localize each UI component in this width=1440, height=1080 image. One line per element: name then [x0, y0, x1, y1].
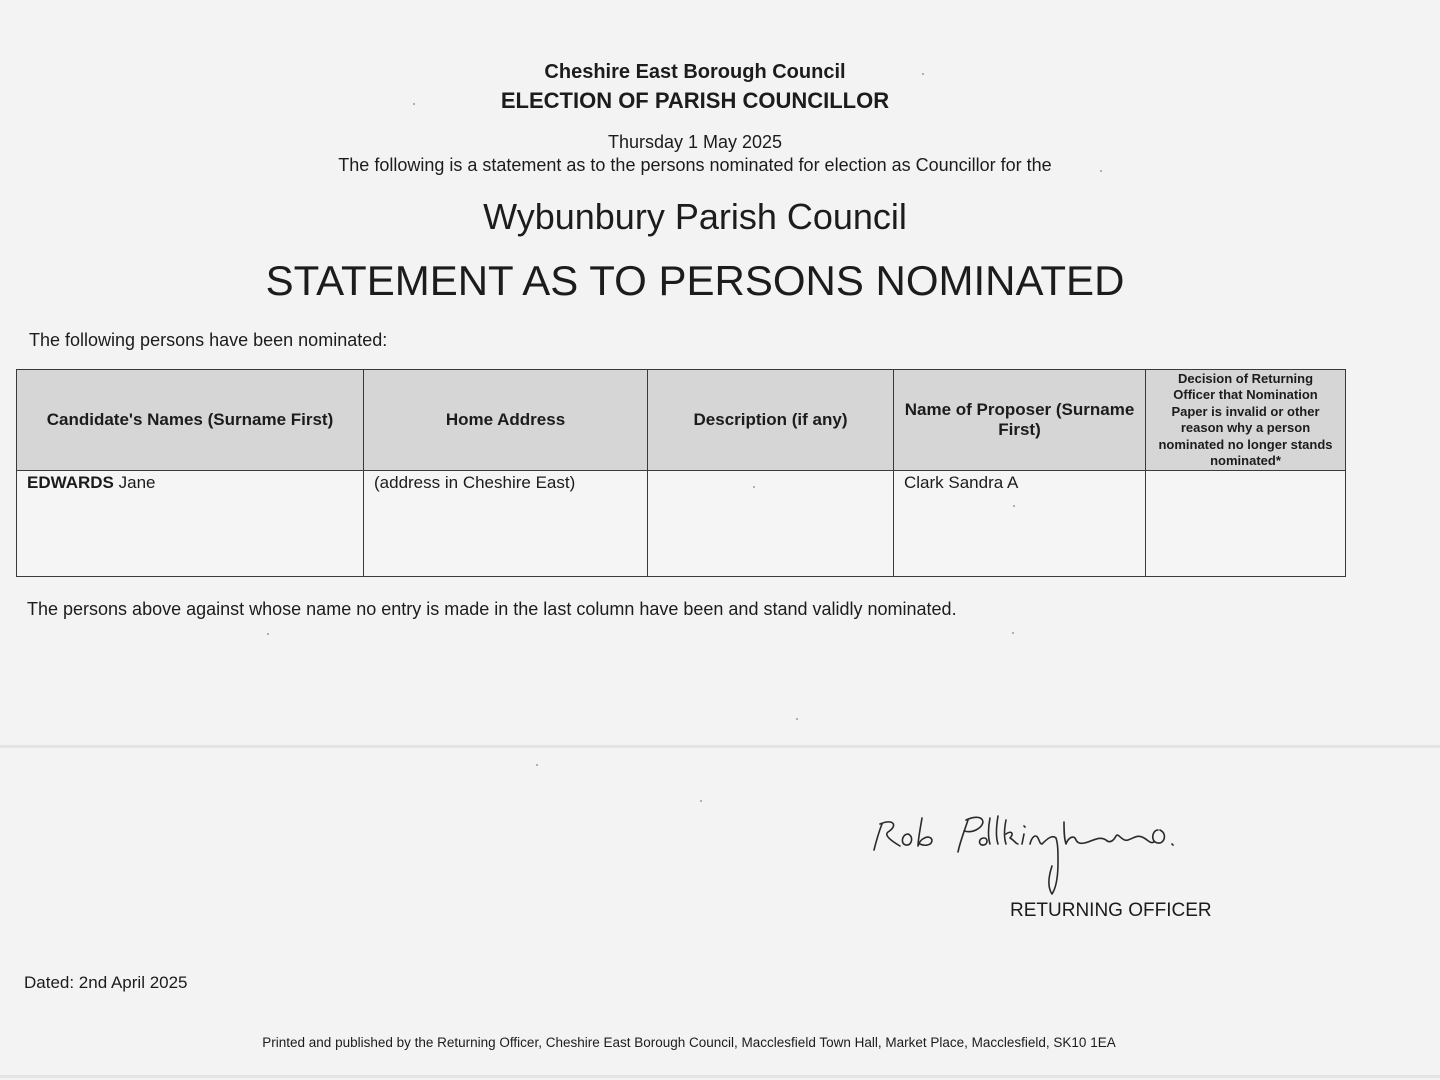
- table-row: [17, 471, 1346, 577]
- dated-line: Dated: 2nd April 2025: [24, 973, 188, 992]
- returning-officer-signature: [860, 800, 1230, 900]
- nominations-table: [16, 369, 1346, 577]
- scan-speck: [796, 718, 798, 720]
- scan-speck: [700, 800, 702, 802]
- description-cell: [648, 471, 894, 577]
- header-address: Home Address: [364, 370, 648, 471]
- validity-note: The persons above against whose name no entry is made in the last column have been and stand validly nominated.: [27, 599, 957, 619]
- returning-officer-label: RETURNING OFFICER: [1010, 900, 1212, 921]
- scan-speck: [413, 103, 415, 105]
- header-candidate: Candidate's Names (Surname First): [17, 370, 364, 471]
- candidate-forename: Jane: [118, 473, 156, 492]
- candidate-surname: EDWARDS: [27, 473, 114, 492]
- scan-speck: [267, 633, 269, 635]
- scan-speck: [922, 73, 924, 75]
- address-cell: (address in Cheshire East): [364, 471, 648, 577]
- proposer-cell: Clark Sandra A: [894, 471, 1146, 577]
- scan-speck: [753, 486, 755, 488]
- statement-title: STATEMENT AS TO PERSONS NOMINATED: [265, 257, 1125, 304]
- nominated-lead-text: The following persons have been nominated:: [29, 330, 388, 350]
- election-date: Thursday 1 May 2025: [607, 132, 783, 152]
- decision-cell: [1146, 471, 1346, 577]
- council-name: Cheshire East Borough Council: [544, 61, 846, 83]
- scan-speck: [1100, 170, 1102, 172]
- scan-speck: [1013, 505, 1015, 507]
- scan-speck: [1012, 632, 1014, 634]
- header-decision: Decision of Returning Officer that Nomination Paper is invalid or other reason why a person nominated no longer stands nominated*: [1146, 370, 1346, 471]
- scan-band: [0, 745, 1440, 748]
- scan-speck: [536, 764, 538, 766]
- header-description: Description (if any): [648, 370, 894, 471]
- parish-name: Wybunbury Parish Council: [483, 196, 907, 237]
- table-header-row: [17, 370, 1346, 471]
- imprint-line: Printed and published by the Returning Officer, Cheshire East Borough Council, Macclesfield Town Hall, Market Place, Macclesfield, SK10 1EA: [262, 1035, 1116, 1050]
- intro-text: The following is a statement as to the persons nominated for election as Councillor for the: [338, 155, 1052, 175]
- scan-band: [0, 1075, 1440, 1078]
- election-title: ELECTION OF PARISH COUNCILLOR: [500, 88, 890, 113]
- candidate-cell: [17, 471, 364, 577]
- header-proposer: Name of Proposer (Surname First): [894, 370, 1146, 471]
